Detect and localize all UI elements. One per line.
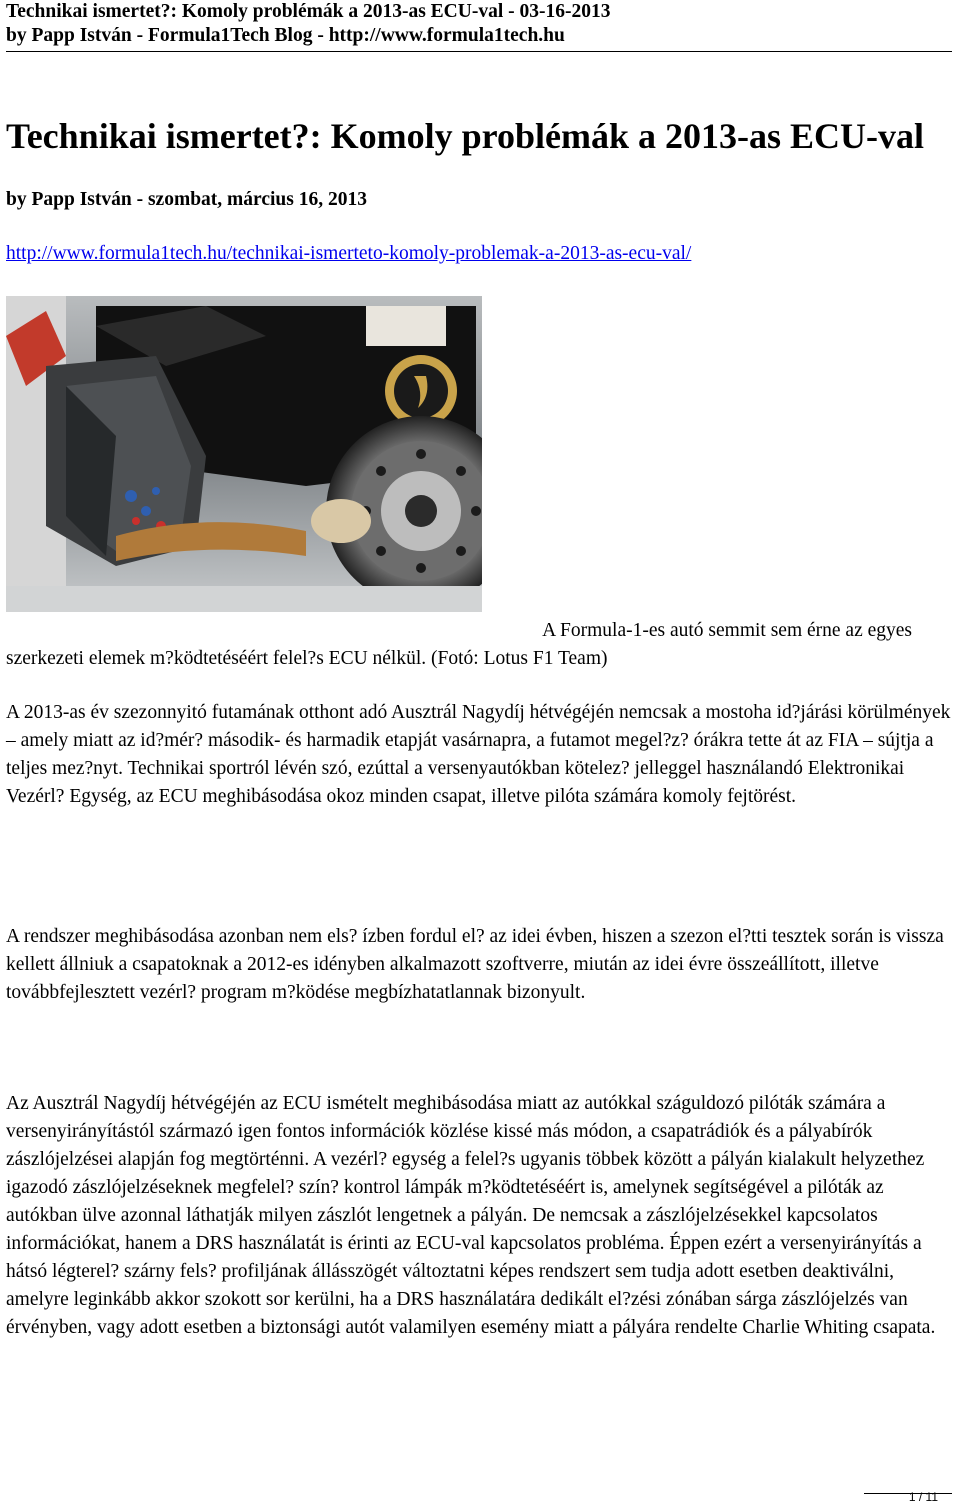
article-byline: by Papp István - szombat, március 16, 2013 bbox=[6, 189, 367, 210]
header-divider bbox=[6, 51, 952, 52]
f1-car-photo bbox=[6, 296, 482, 612]
paragraph-2: A rendszer meghibásodása azonban nem els? ízben fordul el? az idei évben, hiszen a szezon el?tti tesztek során is vissza kellett állniuk a csapatoknak a 2012-es idényben alkalmazott szoftverre, miután az idei évre összeállított, illetve továbbfejlesztett vezérl? program m?ködése megbízhatatlannak bizonyult. bbox=[6, 926, 944, 1003]
caption-line-2: szerkezeti elemek m?ködtetéséért felel?s ECU nélkül. (Fotó: Lotus F1 Team) bbox=[6, 648, 608, 669]
page-number: 1 / 11 bbox=[908, 1490, 938, 1504]
paragraph-3: Az Ausztrál Nagydíj hétvégéjén az ECU ismételt meghibásodása miatt az autókkal száguldozó pilóták számára a versenyirányítástól származó igen fontos információk közlése kissé más módon, a csapatrádiók és a pályabírók zászlójelzései alapján fog megtörténni. A vezérl? egység a felel?s ugyanis többek között a pályán kialakult helyzethez igazodó zászlójelzéseknek megfelel? szín? kontrol lámpák m?ködtetéséért is, amelynek segítségével a pilóták az autókban ülve azonnal láthatják milyen zászlót lengetnek a pályán. De nemcsak a zászlójelzésekkel kapcsolatos információkat, hanem a DRS használatát is érinti az ECU-val kapcsolatos probléma. Éppen ezért a versenyirányítás a hátsó légterel? szárny fels? profiljának állásszögét változtatni képes rendszert sem tudja adott esetben deaktiválni, amelyre leginkább akkor szokott sor kerülni, ha a DRS használatára dedikált el?zési zónában sárga zászlójelzés van érvényben, vagy adott esetben a biztonsági autót valamilyen esemény miatt a pályára rendelte Charlie Whiting csapata. bbox=[6, 1093, 936, 1338]
article-url-link[interactable]: http://www.formula1tech.hu/technikai-ismerteto-komoly-problemak-a-2013-as-ecu-val/ bbox=[6, 243, 692, 264]
paragraph-1: A 2013-as év szezonnyitó futamának otthont adó Ausztrál Nagydíj hétvégéjén nemcsak a mostoha id?járási körülmények – amely miatt az id?mér? második- és harmadik etapját vasárnapra, a futamot megel?z? órákra tette át az FIA – sújtja a teljes mez?nyt. Technikai sportról lévén szó, ezúttal a versenyautókban kötelez? jelleggel használandó Elektronikai Vezérl? Egység, az ECU meghibásodása okoz minden csapat, illetve pilóta számára komoly fejtörést. bbox=[6, 702, 951, 807]
running-header-title: Technikai ismertet?: Komoly problémák a 2013-as ECU-val - 03-16-2013 bbox=[6, 1, 611, 22]
article-title: Technikai ismertet?: Komoly problémák a 2013-as ECU-val bbox=[6, 116, 924, 156]
image-caption bbox=[6, 617, 912, 673]
running-header-source: by Papp István - Formula1Tech Blog - http://www.formula1tech.hu bbox=[6, 25, 565, 46]
caption-line-1: A Formula-1-es autó semmit sem érne az egyes bbox=[542, 620, 912, 641]
